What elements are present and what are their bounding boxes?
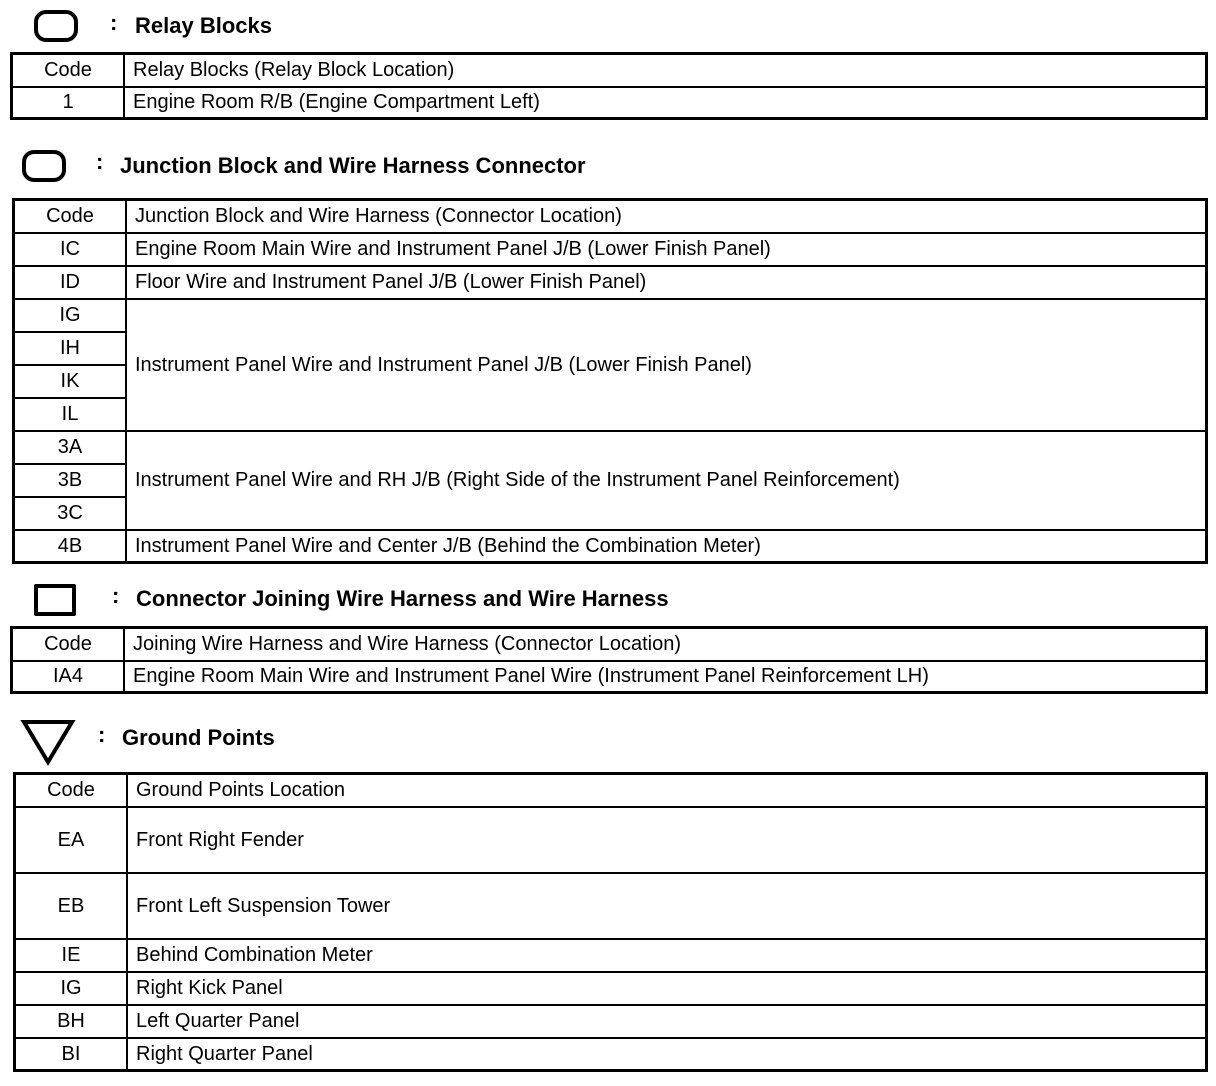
relay-blocks-heading xyxy=(0,6,1216,46)
heading-colon: : xyxy=(98,722,106,747)
table-row xyxy=(15,807,1207,873)
header-desc: Junction Block and Wire Harness (Connector Location) xyxy=(126,200,1207,233)
table-header-row xyxy=(12,54,1207,87)
ground-points-heading xyxy=(0,716,1216,756)
row-code: IG xyxy=(14,299,127,332)
section-title: Connector Joining Wire Harness and Wire Harness xyxy=(136,586,669,611)
row-code: 3A xyxy=(14,431,127,464)
relay-blocks-table xyxy=(10,52,1208,120)
row-code: ID xyxy=(14,266,127,299)
row-desc: Engine Room Main Wire and Instrument Panel Wire (Instrument Panel Reinforcement LH) xyxy=(124,661,1207,693)
row-desc: Instrument Panel Wire and Center J/B (Behind the Combination Meter) xyxy=(126,530,1207,563)
row-code: IE xyxy=(15,939,128,972)
header-desc: Relay Blocks (Relay Block Location) xyxy=(124,54,1207,87)
header-code: Code xyxy=(15,774,128,807)
row-desc: Instrument Panel Wire and Instrument Panel J/B (Lower Finish Panel) xyxy=(126,299,1207,431)
row-code: 3C xyxy=(14,497,127,530)
table-row xyxy=(12,87,1207,119)
table-header-row xyxy=(12,628,1207,661)
row-code: 1 xyxy=(12,87,125,119)
table-row xyxy=(14,530,1207,563)
rectangle-icon xyxy=(34,584,76,616)
section-title: Junction Block and Wire Harness Connector xyxy=(120,153,586,178)
row-code: IH xyxy=(14,332,127,365)
down-triangle-icon xyxy=(20,718,76,766)
row-code: BI xyxy=(15,1038,128,1071)
table-row xyxy=(15,1038,1207,1071)
table-row xyxy=(14,431,1207,464)
row-code: IG xyxy=(15,972,128,1005)
table-row xyxy=(15,972,1207,1005)
row-code: EB xyxy=(15,873,128,939)
table-row xyxy=(14,299,1207,332)
row-desc: Front Left Suspension Tower xyxy=(127,873,1207,939)
rounded-rectangle-icon xyxy=(22,150,66,182)
section-title: Ground Points xyxy=(122,725,275,750)
row-code: IL xyxy=(14,398,127,431)
header-desc: Joining Wire Harness and Wire Harness (Connector Location) xyxy=(124,628,1207,661)
junction-blocks-heading xyxy=(0,145,1216,185)
row-desc: Engine Room R/B (Engine Compartment Left) xyxy=(124,87,1207,119)
rounded-rectangle-icon xyxy=(34,10,78,42)
row-code: IC xyxy=(14,233,127,266)
row-code: IK xyxy=(14,365,127,398)
row-code: BH xyxy=(15,1005,128,1038)
header-code: Code xyxy=(12,54,125,87)
table-row xyxy=(15,1005,1207,1038)
row-code: 3B xyxy=(14,464,127,497)
heading-colon: : xyxy=(110,10,118,35)
joining-connectors-heading xyxy=(0,578,1216,618)
ground-points-table xyxy=(13,772,1208,1072)
row-desc: Left Quarter Panel xyxy=(127,1005,1207,1038)
junction-blocks-table xyxy=(12,198,1208,564)
row-desc: Front Right Fender xyxy=(127,807,1207,873)
row-desc: Instrument Panel Wire and RH J/B (Right Side of the Instrument Panel Reinforcement) xyxy=(126,431,1207,530)
table-row xyxy=(14,233,1207,266)
table-header-row xyxy=(14,200,1207,233)
table-row xyxy=(12,661,1207,693)
row-code: IA4 xyxy=(12,661,125,693)
row-desc: Right Kick Panel xyxy=(127,972,1207,1005)
row-desc: Floor Wire and Instrument Panel J/B (Lower Finish Panel) xyxy=(126,266,1207,299)
header-code: Code xyxy=(12,628,125,661)
header-desc: Ground Points Location xyxy=(127,774,1207,807)
header-code: Code xyxy=(14,200,127,233)
row-code: 4B xyxy=(14,530,127,563)
table-row xyxy=(15,939,1207,972)
table-header-row xyxy=(15,774,1207,807)
row-desc: Behind Combination Meter xyxy=(127,939,1207,972)
row-desc: Right Quarter Panel xyxy=(127,1038,1207,1071)
table-row xyxy=(15,873,1207,939)
table-row xyxy=(14,266,1207,299)
section-title: Relay Blocks xyxy=(135,13,272,38)
heading-colon: : xyxy=(112,583,120,608)
heading-colon: : xyxy=(96,149,104,174)
joining-connectors-table xyxy=(10,626,1208,694)
row-code: EA xyxy=(15,807,128,873)
row-desc: Engine Room Main Wire and Instrument Panel J/B (Lower Finish Panel) xyxy=(126,233,1207,266)
